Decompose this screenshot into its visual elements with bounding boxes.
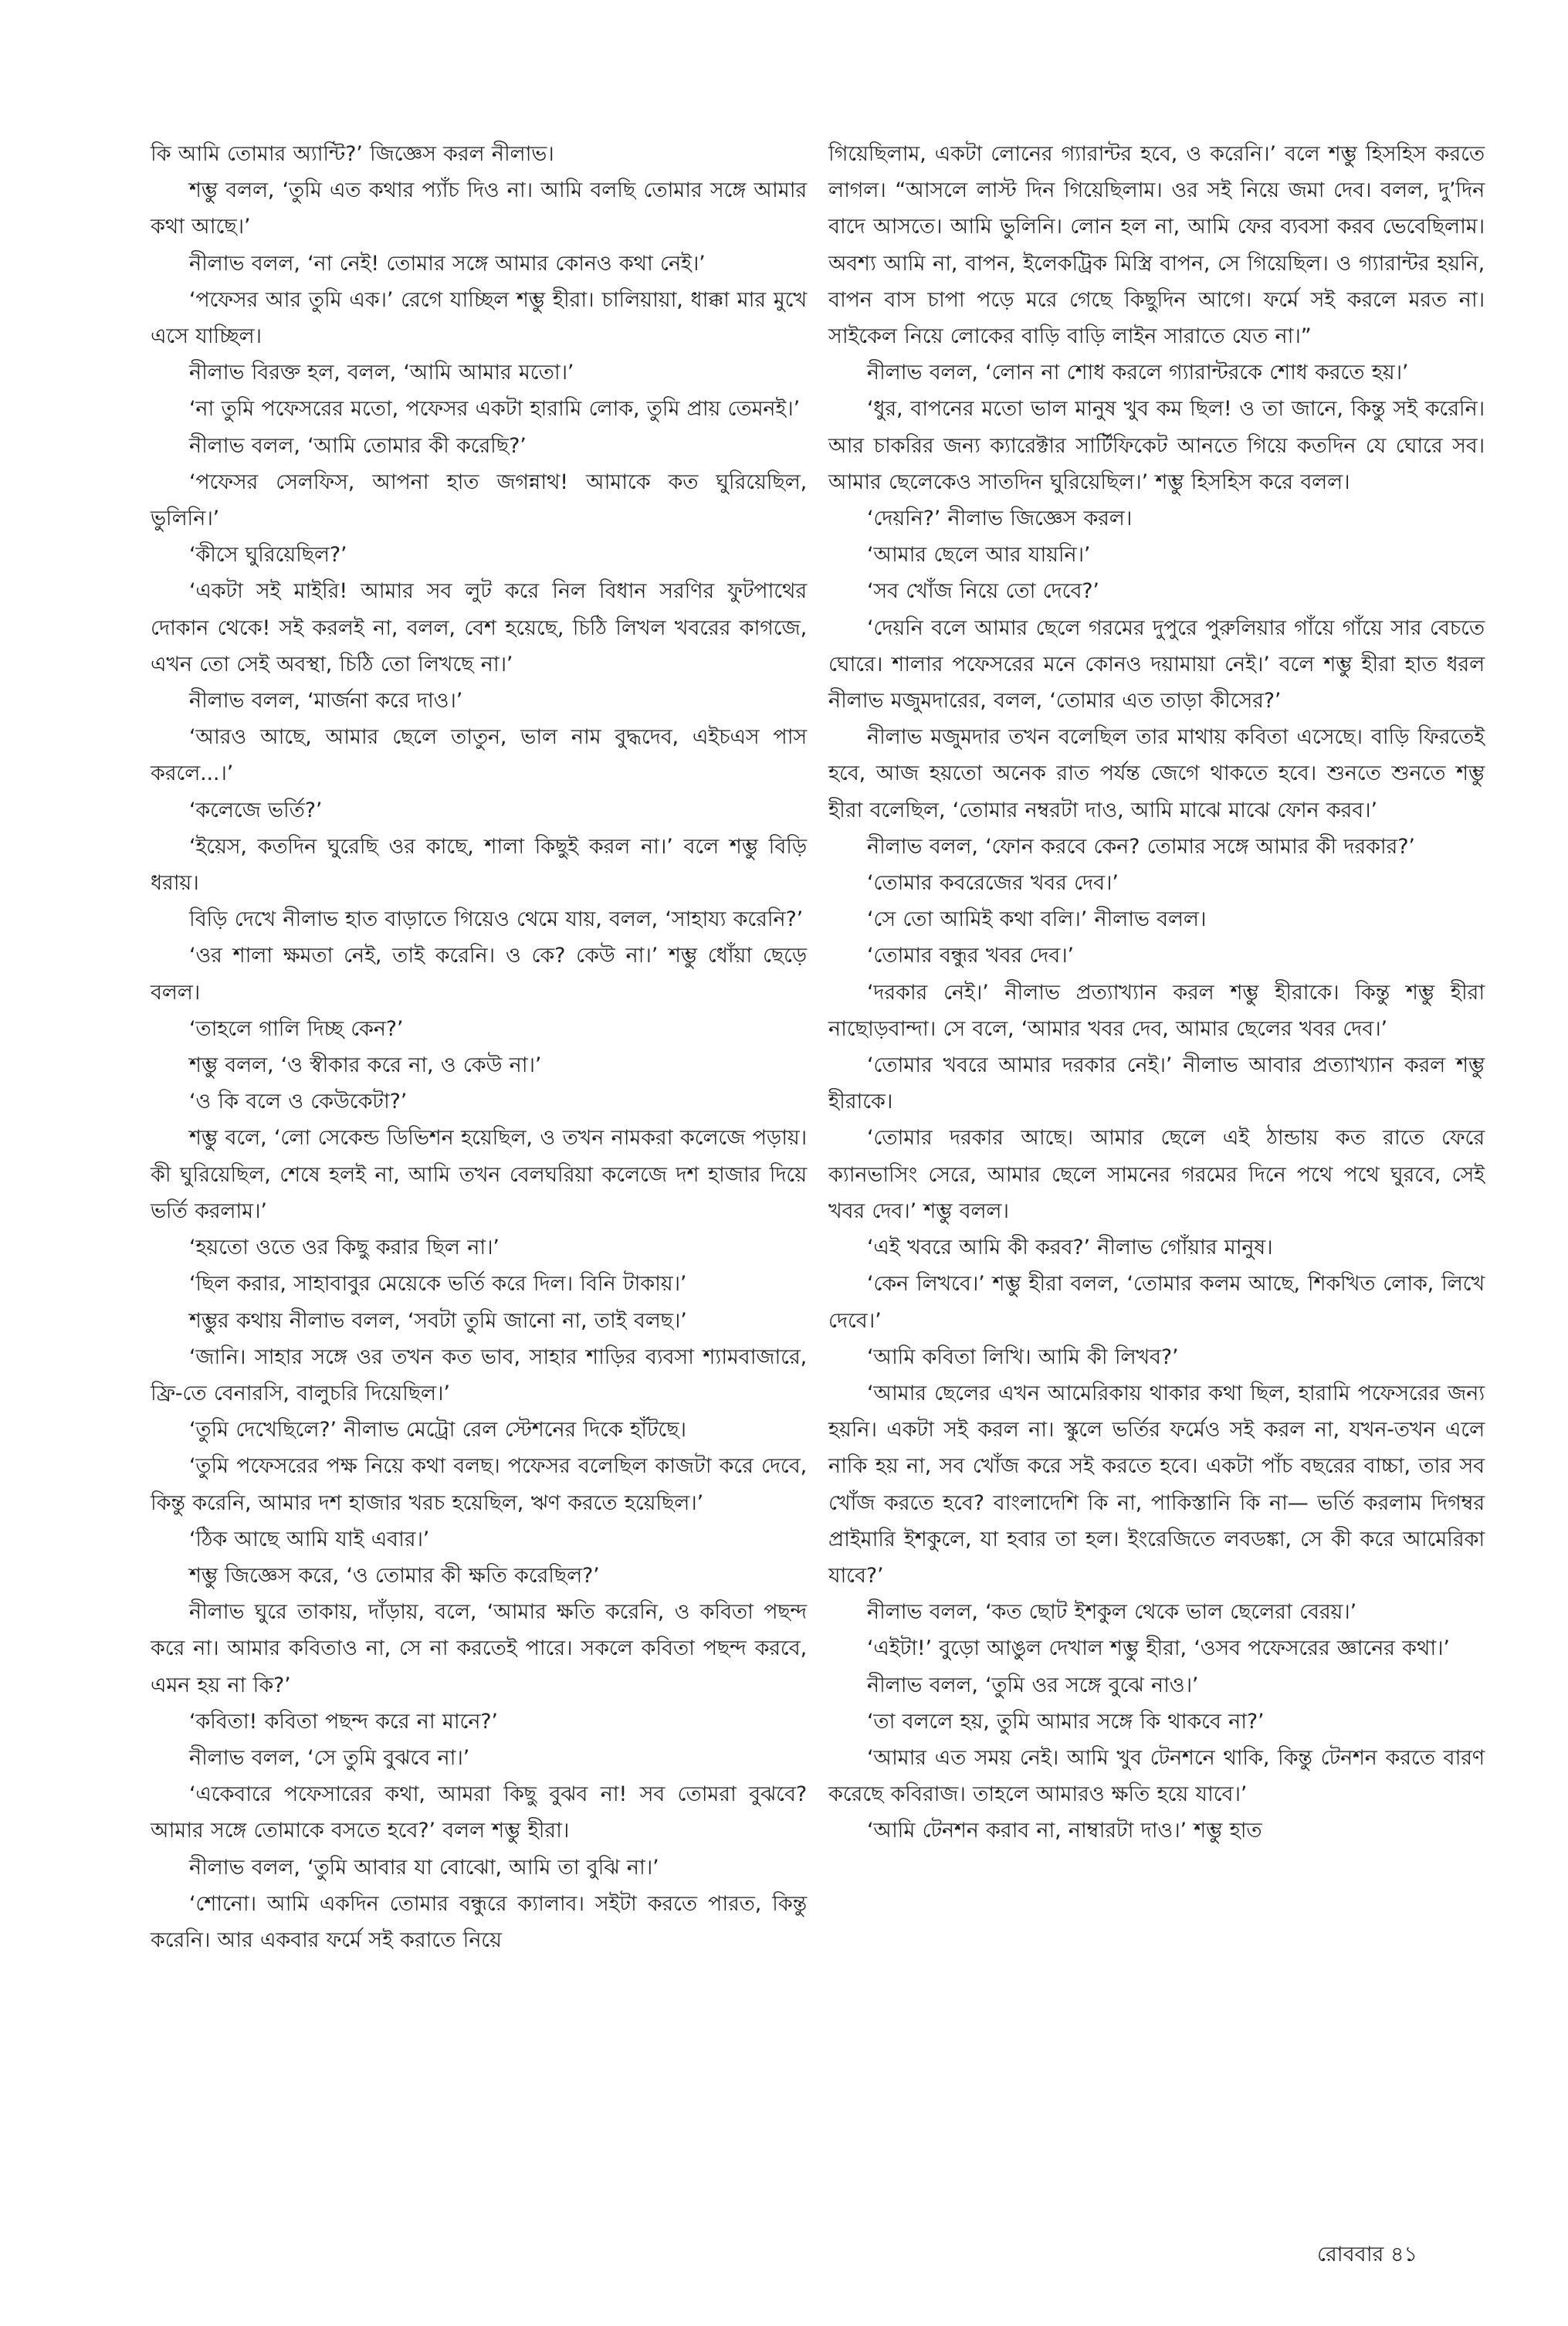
paragraph: নীলাভ বলল, ‘আমি তোমার কী করেছি?’ — [189, 433, 527, 458]
paragraph: ‘তুমি পফেসরের পক্ষ নিয়ে কথা বলছ। পফেসর বলেছিল কাজটা করে দেবে, কিন্তু করেনি, আমার দশ হাজার খরচ হয়েছিল, ঋণ করতে হয়েছিল।’ — [151, 1454, 807, 1515]
paragraph: ‘তোমার কবরেজের খবর দেব।’ — [867, 871, 1119, 896]
paragraph: ‘জানি। সাহার সঙ্গে ওর তখন কত ভাব, সাহার শাড়ির ব্যবসা শ্যামবাজারে, ফ্রি-তে বেনারসি, বালুচরি দিয়েছিল।’ — [151, 1344, 807, 1405]
paragraph: ‘আমি টেনশন করাব না, নাম্বারটা দাও।’ শম্ভু হাত — [867, 1819, 1262, 1843]
paragraph: ‘তাহলে গালি দিচ্ছ কেন?’ — [189, 1016, 404, 1041]
paragraph: ‘একটা সই মাইরি! আমার সব লুট করে নিল বিধান সরণির ফুটপাথের দোকান থেকে! সই করলই না, বলল, বেশ হয়েছে, চিঠি লিখল খবরের কাগজে, এখন তো সেই অবস্থা, চিঠি তো লিখছে না।’ — [151, 579, 807, 676]
paragraph: নীলাভ বলল, ‘ফোন করবে কেন? তোমার সঙ্গে আমার কী দরকার?’ — [867, 834, 1415, 859]
paragraph: ‘দেয়নি বলে আমার ছেলে গরমের দুপুরে পুরুলিয়ার গাঁয়ে গাঁয়ে সার বেচতে ঘোরে। শালার পফেসরের মনে কোনও দয়ামায়া নেই।’ বলে শম্ভু হীরা হাত ধরল নীলাভ মজুমদারের, বলল, ‘তোমার এত তাড়া কীসের?’ — [828, 615, 1485, 714]
paragraph: ‘হয়তো ওতে ওর কিছু করার ছিল না।’ — [189, 1236, 500, 1260]
paragraph: ‘ওর শালা ক্ষমতা নেই, তাই করেনি। ও কে? কেউ না।’ শম্ভু ধোঁয়া ছেড়ে বলল। — [151, 944, 807, 1005]
paragraph: নীলাভ বলল, ‘লোন না শোধ করলে গ্যারান্টরকে শোধ করতে হয়।’ — [867, 361, 1409, 385]
paragraph: নীলাভ বিরক্ত হল, বলল, ‘আমি আমার মতো।’ — [189, 361, 574, 385]
paragraph: বিড়ি দেখে নীলাভ হাত বাড়াতে গিয়েও থেমে যায়, বলল, ‘সাহায্য করেনি?’ — [189, 907, 803, 932]
paragraph: ‘তুমি দেখেছিলে?’ নীলাভ মেট্রো রেল স্টেশনের দিকে হাঁটছে। — [189, 1418, 686, 1443]
paragraph: ‘কলেজে ভর্তি?’ — [189, 798, 323, 822]
paragraph: ‘না তুমি পফেসরের মতো, পফেসর একটা হারামি লোক, তুমি প্রায় তেমনই।’ — [189, 397, 800, 422]
paragraph: ‘কবিতা! কবিতা পছন্দ করে না মানে?’ — [189, 1709, 498, 1734]
paragraph: নীলাভ বলল, ‘মার্জনা করে দাও।’ — [189, 689, 463, 714]
paragraph: কি আমি তোমার অ্যান্টি?’ জিজ্ঞেস করল নীলাভ। — [151, 142, 554, 166]
paragraph: নীলাভ বলল, ‘তুমি ওর সঙ্গে বুঝে নাও।’ — [867, 1673, 1199, 1697]
paragraph: শম্ভু বলে, ‘লো সেকেন্ড ডিভিশন হয়েছিল, ও তখন নামকরা কলেজে পড়ায়। কী ঘুরিয়েছিল, শেষে হলই না, আমি তখন বেলঘরিয়া কলেজে দশ হাজার দিয়ে ভর্তি করলাম।’ — [151, 1126, 807, 1223]
paragraph: শম্ভু বলল, ‘ও স্বীকার করে না, ও কেউ না।’ — [189, 1053, 542, 1078]
paragraph: নীলাভ ঘুরে তাকায়, দাঁড়ায়, বলে, ‘আমার ক্ষতি করেনি, ও কবিতা পছন্দ করে না। আমার কবিতাও না, সে না করতেই পারে। সকলে কবিতা পছন্দ করবে, এমন হয় না কি?’ — [151, 1600, 807, 1697]
paragraph: ‘এই খবরে আমি কী করব?’ নীলাভ গোঁয়ার মানুষ। — [867, 1236, 1273, 1260]
paragraph: ‘ছিল করার, সাহাবাবুর মেয়েকে ভর্তি করে দিল। বিনি টাকায়।’ — [189, 1272, 687, 1297]
paragraph: নীলাভ বলল, ‘কত ছোট ইশকুল থেকে ভাল ছেলেরা বেরয়।’ — [867, 1600, 1357, 1625]
paragraph: ‘তোমার খবরে আমার দরকার নেই।’ নীলাভ আবার প্রত্যাখ্যান করল শম্ভু হীরাকে। — [828, 1053, 1485, 1114]
paragraph: ‘আমার ছেলের এখন আমেরিকায় থাকার কথা ছিল, হারামি পফেসরের জন্য হয়নি। একটা সই করল না। স্কুলে ভর্তির ফর্মেও সই করল না, যখন-তখন এলে নাকি হয় না, সব খোঁজ করে সই করতে হবে। একটা পাঁচ বছরের বাচ্চা, তার সব খোঁজ করতে হবে? বাংলাদেশি কি না, পাকিস্তানি কি না— ভর্তি করলাম দিগম্বর প্রাইমারি ইশকুলে, যা হবার তা হল। ইংরেজিতে লবডঙ্কা, সে কী করে আমেরিকা যাবে?’ — [828, 1381, 1485, 1588]
paragraph: শম্ভু জিজ্ঞেস করে, ‘ও তোমার কী ক্ষতি করেছিল?’ — [189, 1563, 600, 1588]
paragraph: নীলাভ মজুমদার তখন বলেছিল তার মাথায় কবিতা এসেছে। বাড়ি ফিরতেই হবে, আজ হয়তো অনেক রাত পর্যন্ত জেগে থাকতে হবে। শুনতে শুনতে শম্ভু হীরা বলেছিল, ‘তোমার নম্বরটা দাও, আমি মাঝে মাঝে ফোন করব।’ — [828, 725, 1485, 822]
paragraph: ‘তোমার বন্ধুর খবর দেব।’ — [867, 944, 1074, 968]
paragraph: ‘দরকার নেই।’ নীলাভ প্রত্যাখ্যান করল শম্ভু হীরাকে। কিন্তু শম্ভু হীরা নাছোড়বান্দা। সে বলে, ‘আমার খবর দেব, আমার ছেলের খবর দেব।’ — [828, 980, 1485, 1041]
paragraph: নীলাভ বলল, ‘সে তুমি বুঝবে না।’ — [189, 1745, 470, 1770]
paragraph: ‘কেন লিখবে।’ শম্ভু হীরা বলল, ‘তোমার কলম আছে, শিকখিত লোক, লিখে দেবে।’ — [828, 1272, 1485, 1333]
paragraph: ‘ঠিক আছে আমি যাই এবার।’ — [189, 1527, 430, 1551]
paragraph: ‘শোনো। আমি একদিন তোমার বন্ধুরে ক্যালাব। সইটা করতে পারত, কিন্তু করেনি। আর একবার ফর্মে সই করাতে নিয়ে — [151, 1891, 807, 1952]
paragraph: শম্ভু বলল, ‘তুমি এত কথার প্যাঁচ দিও না। আমি বলছি তোমার সঙ্গে আমার কথা আছে।’ — [151, 178, 807, 239]
paragraph: ‘তোমার দরকার আছে। আমার ছেলে এই ঠান্ডায় কত রাতে ফেরে ক্যানভাসিং সেরে, আমার ছেলে সামনের গরমের দিনে পথে পথে ঘুরবে, সেই খবর দেব।’ শম্ভু বলল। — [828, 1126, 1485, 1223]
paragraph: ‘সে তো আমিই কথা বলি।’ নীলাভ বলল। — [867, 907, 1207, 932]
paragraph: ‘সব খোঁজ নিয়ে তো দেবে?’ — [867, 579, 1099, 604]
paragraph: গিয়েছিলাম, একটা লোনের গ্যারান্টর হবে, ও করেনি।’ বলে শম্ভু হিসহিস করতে লাগল। “আসলে লাস্ট দিন গিয়েছিলাম। ওর সই নিয়ে জমা দেব। বলল, দু’দিন বাদে আসতে। আমি ভুলিনি। লোন হল না, আমি ফের ব্যবসা করব ভেবেছিলাম। অবশ্য আমি না, বাপন, ইলেকট্রিক মিস্ত্রি বাপন, সে গিয়েছিল। ও গ্যারান্টর হয়নি, বাপন বাস চাপা পড়ে মরে গেছে কিছুদিন আগে। ফর্মে সই করলে মরত না। সাইকেল নিয়ে লোকের বাড়ি বাড়ি লাইন সারাতে যেত না।” — [828, 142, 1485, 349]
paragraph: ‘পফেসর সেলফিস, আপনা হাত জগন্নাথ! আমাকে কত ঘুরিয়েছিল, ভুলিনি।’ — [151, 470, 807, 531]
right-column — [828, 136, 1485, 1850]
paragraph: ‘ও কি বলে ও কেউকেটা?’ — [189, 1090, 408, 1114]
paragraph: নীলাভ বলল, ‘না নেই! তোমার সঙ্গে আমার কোনও কথা নেই।’ — [189, 251, 706, 276]
paragraph: ‘পফেসর আর তুমি এক।’ রেগে যাচ্ছিল শম্ভু হীরা। চালিয়ায়া, ধাক্কা মার মুখে এসে যাচ্ছিল। — [151, 287, 807, 349]
paragraph: ‘কীসে ঘুরিয়েছিল?’ — [189, 543, 347, 568]
paragraph: ‘তা বললে হয়, তুমি আমার সঙ্গে কি থাকবে না?’ — [867, 1709, 1265, 1734]
paragraph: ‘একেবারে পফেসারের কথা, আমরা কিছু বুঝব না! সব তোমরা বুঝবে? আমার সঙ্গে তোমাকে বসতে হবে?’ বলল শম্ভু হীরা। — [151, 1782, 807, 1843]
page-footer: রোববার ৪১ — [1317, 2243, 1417, 2267]
paragraph: ‘আমি কবিতা লিখি। আমি কী লিখব?’ — [867, 1344, 1179, 1369]
paragraph: ‘দেয়নি?’ নীলাভ জিজ্ঞেস করল। — [867, 507, 1133, 531]
paragraph: ‘আমার ছেলে আর যায়নি।’ — [867, 543, 1091, 568]
paragraph: ‘আমার এত সময় নেই। আমি খুব টেনশনে থাকি, কিন্তু টেনশন করতে বারণ করেছে কবিরাজ। তাহলে আমারও ক্ষতি হয়ে যাবে।’ — [828, 1745, 1485, 1807]
paragraph: শম্ভুর কথায় নীলাভ বলল, ‘সবটা তুমি জানো না, তাই বলছ।’ — [189, 1308, 687, 1333]
paragraph: ‘ধুর, বাপনের মতো ভাল মানুষ খুব কম ছিল! ও তা জানে, কিন্তু সই করেনি। আর চাকরির জন্য ক্যারেক্টার সার্টিফিকেট আনতে গিয়ে কতদিন যে ঘোরে সব। আমার ছেলেকেও সাতদিন ঘুরিয়েছিল।’ শম্ভু হিসহিস করে বলল। — [828, 397, 1485, 494]
paragraph: ‘ইয়েস, কতদিন ঘুরেছি ওর কাছে, শালা কিছুই করল না।’ বলে শম্ভু বিড়ি ধরায়। — [151, 834, 807, 896]
paragraph: ‘আরও আছে, আমার ছেলে তাতুন, ভাল নাম বুদ্ধদেব, এইচএস পাস করলে...।’ — [151, 725, 807, 786]
left-column — [151, 136, 807, 1958]
paragraph: ‘এইটা!’ বুড়ো আঙুল দেখাল শম্ভু হীরা, ‘ওসব পফেসরের জ্ঞানের কথা।’ — [867, 1636, 1450, 1661]
paragraph: নীলাভ বলল, ‘তুমি আবার যা বোঝো, আমি তা বুঝি না।’ — [189, 1855, 659, 1880]
